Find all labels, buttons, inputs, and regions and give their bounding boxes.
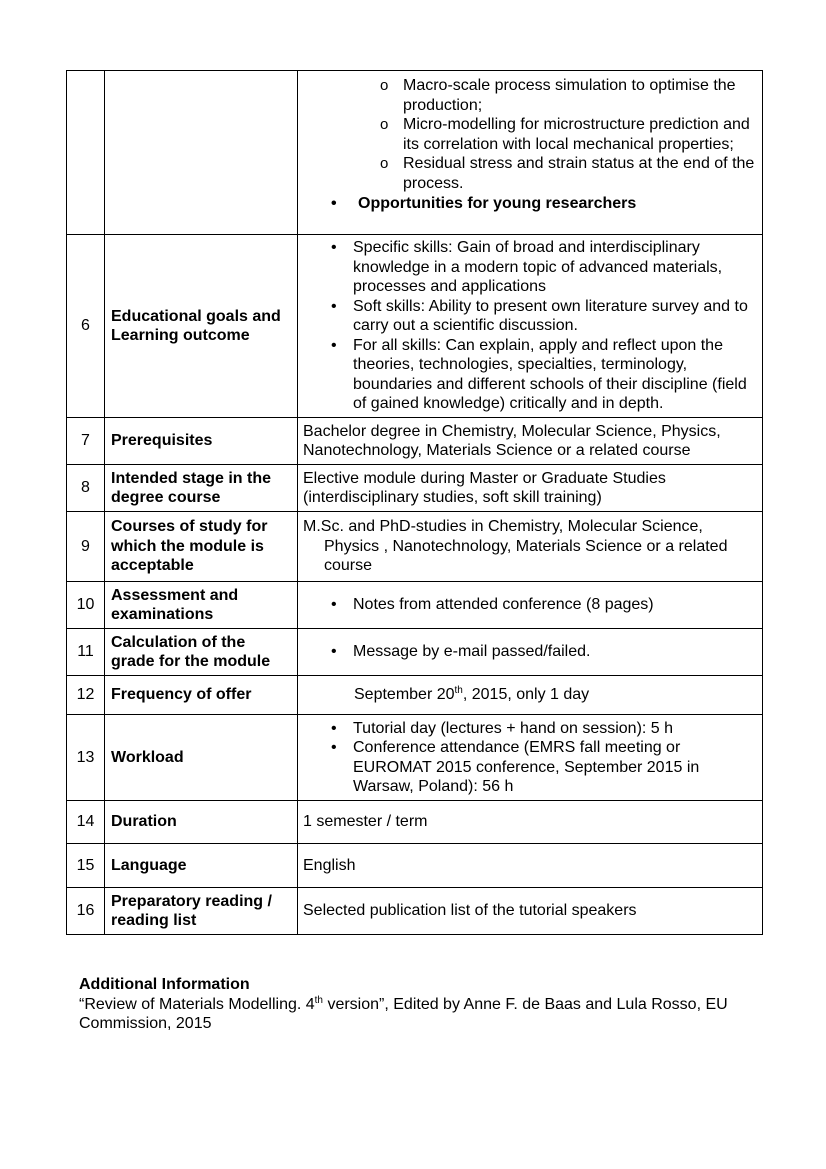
table-row (67, 71, 763, 235)
table-row (67, 512, 763, 582)
row-number: 6 (67, 235, 105, 418)
row-content-cell (298, 676, 763, 715)
bullet-item: • Specific skills: Gain of broad and interdisciplinary knowledge in a modern topic of advanced materials, processes and applications (303, 238, 758, 297)
bullet-item: • Notes from attended conference (8 pages) (303, 595, 758, 615)
bullet-list (303, 719, 758, 797)
table-row (67, 235, 763, 418)
row-content-cell (298, 582, 763, 629)
row-label: Duration (105, 801, 298, 844)
row-number: 7 (67, 418, 105, 465)
row-number: 13 (67, 715, 105, 801)
row-label: Educational goals and Learning outcome (105, 235, 298, 418)
row-content: Selected publication list of the tutorial speakers (298, 888, 763, 935)
bullet-item: • Opportunities for young researchers (303, 194, 758, 214)
additional-information (79, 975, 769, 1034)
row-number: 9 (67, 512, 105, 582)
row-content: Bachelor degree in Chemistry, Molecular Science, Physics, Nanotechnology, Materials Science or a related course (298, 418, 763, 465)
bullet-list (303, 595, 758, 615)
row-number: 14 (67, 801, 105, 844)
bullet-list (303, 642, 758, 662)
additional-text (79, 995, 769, 1034)
date-ordinal: th (454, 685, 463, 697)
bullet-list (303, 194, 758, 214)
bullet-list (303, 238, 758, 414)
table-row (67, 844, 763, 888)
row-label-cell (105, 71, 298, 235)
table-row (67, 582, 763, 629)
row-label: Workload (105, 715, 298, 801)
row-label: Courses of study for which the module is acceptable (105, 512, 298, 582)
table-row (67, 629, 763, 676)
table-row (67, 676, 763, 715)
reference-text: “Review of Materials Modelling. 4 (79, 995, 315, 1013)
row-number: 8 (67, 465, 105, 512)
sub-list-item: o Residual stress and strain status at the end of the process. (303, 154, 758, 193)
reference-rest: version”, Edited by Anne F. de Baas and Lula Rosso, EU Commission, 2015 (79, 995, 728, 1032)
table-row (67, 801, 763, 844)
row-label: Assessment and examinations (105, 582, 298, 629)
additional-title: Additional Information (79, 976, 250, 993)
bullet-item: • For all skills: Can explain, apply and reflect upon the theories, technologies, specialties, terminology, boundaries and different schools of their discipline (field of gained knowledge) critically and in depth. (303, 336, 758, 414)
bullet-item: • Tutorial day (lectures + hand on session): 5 h (303, 719, 758, 739)
row-number: 16 (67, 888, 105, 935)
reference-ordinal: th (314, 994, 323, 1006)
row-content (303, 685, 758, 705)
row-number-cell (67, 71, 105, 235)
row-label: Prerequisites (105, 418, 298, 465)
row-content: M.Sc. and PhD-studies in Chemistry, Molecular Science, Physics , Nanotechnology, Materials Science or a related course (303, 518, 728, 575)
row-content-cell (298, 629, 763, 676)
row-content-cell (298, 715, 763, 801)
row-content: English (298, 844, 763, 888)
table-row (67, 465, 763, 512)
bullet-item: • Conference attendance (EMRS fall meeting or EUROMAT 2015 conference, September 2015 in Warsaw, Poland): 56 h (303, 738, 758, 797)
date-text: September 20 (354, 686, 455, 704)
sub-list (303, 76, 758, 193)
row-label: Frequency of offer (105, 676, 298, 715)
row-content-cell (298, 512, 763, 582)
row-content: 1 semester / term (298, 801, 763, 844)
row-label: Calculation of the grade for the module (105, 629, 298, 676)
sub-list-item: o Micro-modelling for microstructure prediction and its correlation with local mechanical properties; (303, 115, 758, 154)
row-number: 15 (67, 844, 105, 888)
bullet-item: • Message by e-mail passed/failed. (303, 642, 758, 662)
row-content-cell (298, 71, 763, 235)
row-number: 12 (67, 676, 105, 715)
row-label: Language (105, 844, 298, 888)
row-content: Elective module during Master or Graduate Studies (interdisciplinary studies, soft skill training) (298, 465, 763, 512)
row-label: Preparatory reading / reading list (105, 888, 298, 935)
row-content-cell (298, 235, 763, 418)
bullet-item: • Soft skills: Ability to present own literature survey and to carry out a scientific discussion. (303, 297, 758, 336)
row-number: 10 (67, 582, 105, 629)
module-table (66, 70, 763, 935)
table-row (67, 715, 763, 801)
table-row (67, 888, 763, 935)
sub-list-item: o Macro-scale process simulation to optimise the production; (303, 76, 758, 115)
table-row (67, 418, 763, 465)
row-label: Intended stage in the degree course (105, 465, 298, 512)
row-number: 11 (67, 629, 105, 676)
date-rest: , 2015, only 1 day (462, 686, 590, 704)
